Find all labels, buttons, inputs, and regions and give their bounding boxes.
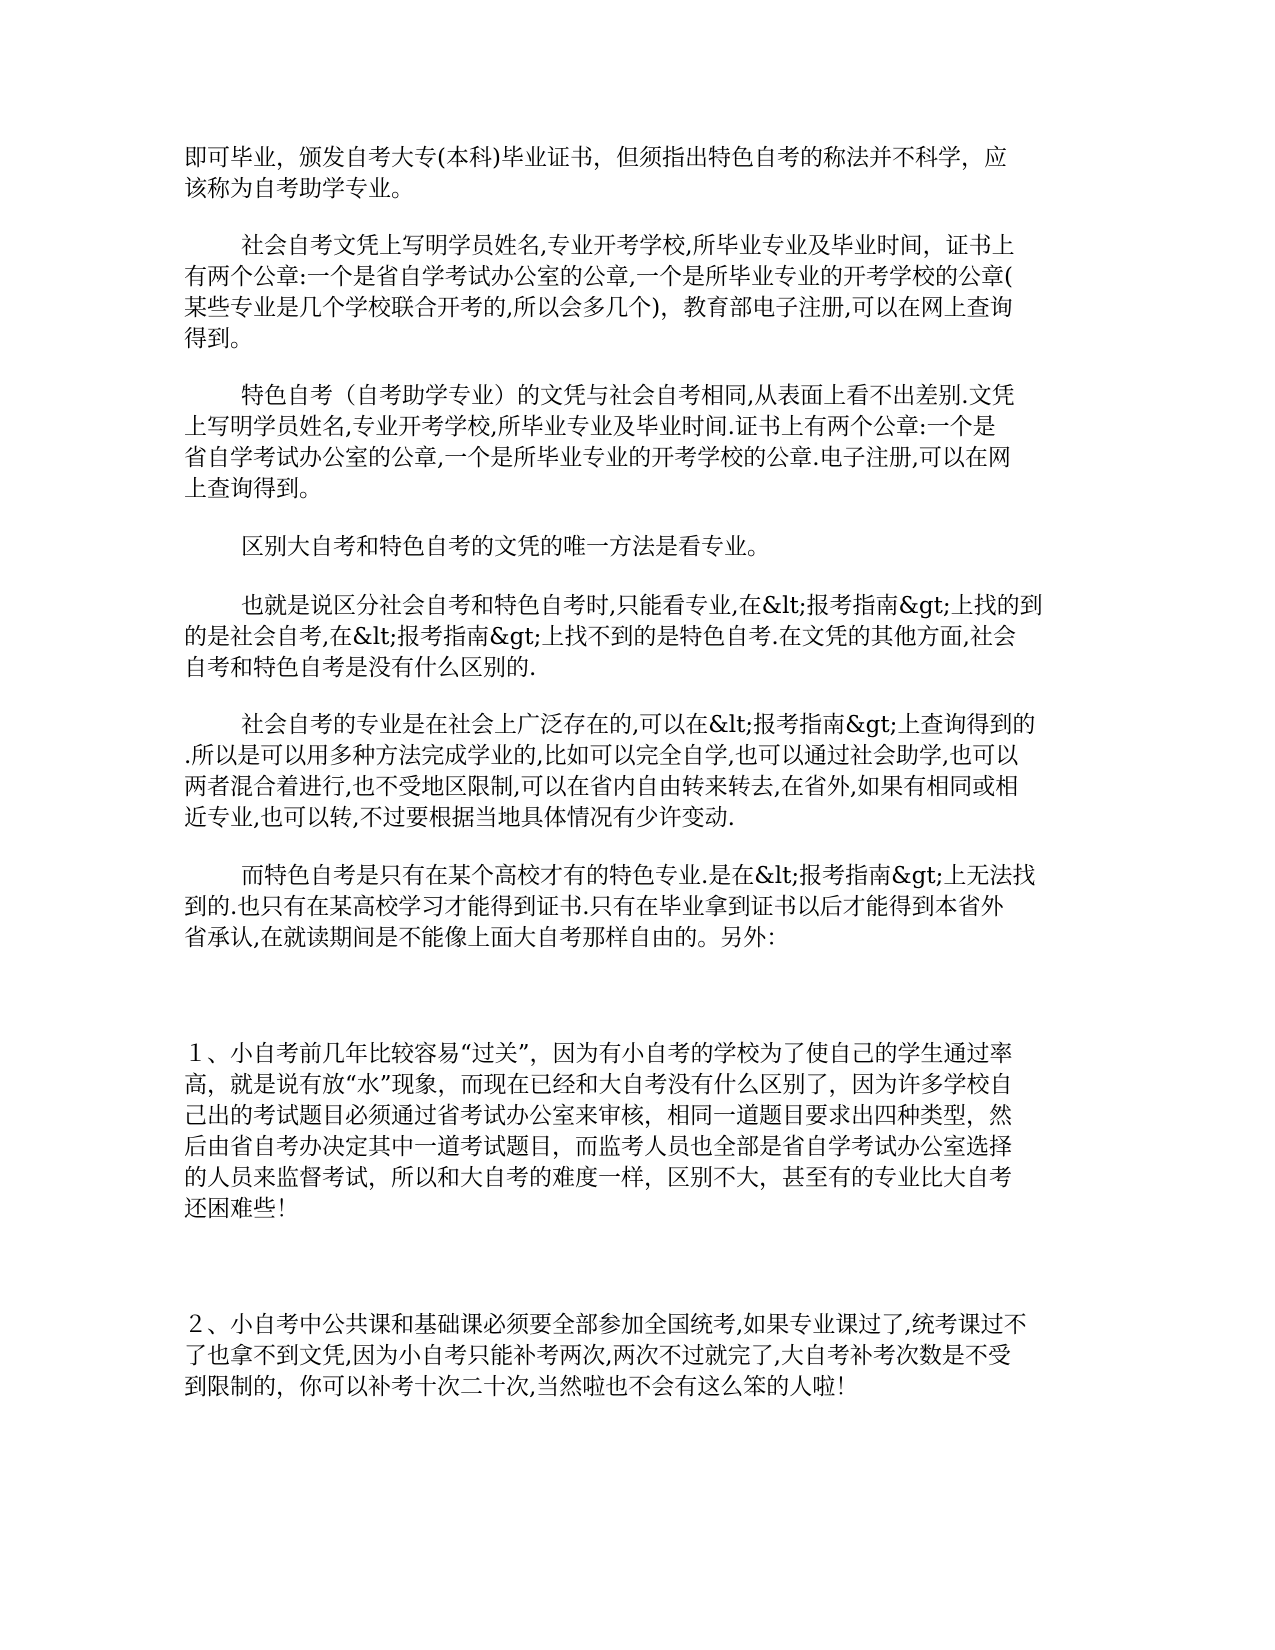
- text-line: 还困难些！: [184, 1196, 299, 1222]
- text-line: 得到。: [184, 326, 253, 352]
- text-line: 到的.也只有在某高校学习才能得到证书.只有在毕业拿到证书以后才能得到本省外: [184, 894, 1004, 920]
- text-line: 两者混合着进行,也不受地区限制,可以在省内自由转来转去,在省外,如果有相同或相: [184, 774, 1019, 800]
- text-line: 也就是说区分社会自考和特色自考时,只能看专业,在&lt;报考指南&gt;上找的到: [241, 593, 1043, 619]
- text-line: 而特色自考是只有在某个高校才有的特色专业.是在&lt;报考指南&gt;上无法找: [241, 863, 1036, 889]
- text-line: 有两个公章:一个是省自学考试办公室的公章,一个是所毕业专业的开考学校的公章(: [184, 264, 1014, 290]
- text-line: 社会自考的专业是在社会上广泛存在的,可以在&lt;报考指南&gt;上查询得到的: [241, 712, 1036, 738]
- text-line: 后由省自考办决定其中一道考试题目，而监考人员也全部是省自学考试办公室选择: [184, 1134, 1012, 1160]
- text-line: 的是社会自考,在&lt;报考指南&gt;上找不到的是特色自考.在文凭的其他方面,社会: [184, 624, 1016, 650]
- text-line: 省承认,在就读期间是不能像上面大自考那样自由的。另外：: [184, 925, 790, 951]
- text-line: 某些专业是几个学校联合开考的,所以会多几个)，教育部电子注册,可以在网上查询: [184, 295, 1013, 321]
- text-line: 的人员来监督考试，所以和大自考的难度一样，区别不大，甚至有的专业比大自考: [184, 1165, 1012, 1191]
- text-line: 上查询得到。: [184, 476, 322, 502]
- text-line: 上写明学员姓名,专业开考学校,所毕业专业及毕业时间.证书上有两个公章:一个是: [184, 414, 996, 440]
- text-line: １、小自考前几年比较容易“过关”，因为有小自考的学校为了使自己的学生通过率: [184, 1041, 1013, 1067]
- text-line: 了也拿不到文凭,因为小自考只能补考两次,两次不过就完了,大自考补考次数是不受: [184, 1343, 1011, 1369]
- text-line: 特色自考（自考助学专业）的文凭与社会自考相同,从表面上看不出差别.文凭: [241, 383, 1015, 409]
- text-line: 社会自考文凭上写明学员姓名,专业开考学校,所毕业专业及毕业时间，证书上: [241, 233, 1015, 259]
- text-line: 省自学考试办公室的公章,一个是所毕业专业的开考学校的公章.电子注册,可以在网: [184, 445, 1011, 471]
- text-line: .所以是可以用多种方法完成学业的,比如可以完全自学,也可以通过社会助学,也可以: [184, 743, 1019, 769]
- text-line: 区别大自考和特色自考的文凭的唯一方法是看专业。: [241, 534, 770, 560]
- text-line: 己出的考试题目必须通过省考试办公室来审核，相同一道题目要求出四种类型，然: [184, 1103, 1012, 1129]
- text-line: 到限制的，你可以补考十次二十次,当然啦也不会有这么笨的人啦！: [184, 1374, 859, 1400]
- text-line: 该称为自考助学专业。: [184, 176, 414, 202]
- text-line: 自考和特色自考是没有什么区别的.: [184, 655, 537, 681]
- text-line: 近专业,也可以转,不过要根据当地具体情况有少许变动.: [184, 805, 735, 831]
- text-line: 高，就是说有放“水”现象，而现在已经和大自考没有什么区别了，因为许多学校自: [184, 1072, 1013, 1098]
- text-line: 即可毕业，颁发自考大专(本科)毕业证书，但须指出特色自考的称法并不科学，应: [184, 145, 1007, 171]
- text-line: ２、小自考中公共课和基础课必须要全部参加全国统考,如果专业课过了,统考课过不: [184, 1312, 1027, 1338]
